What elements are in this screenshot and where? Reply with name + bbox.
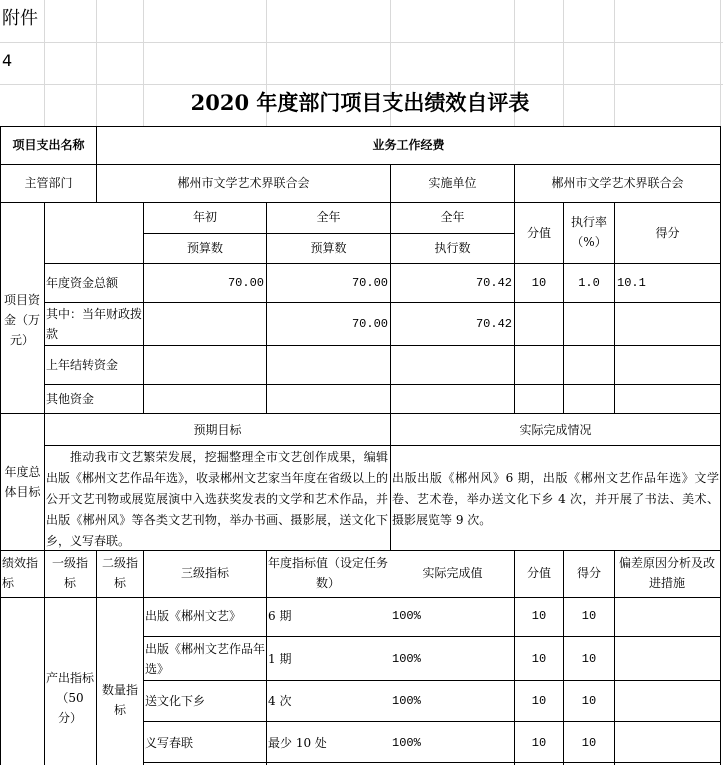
- border: [44, 445, 720, 446]
- fund-row-full: 70.00: [351, 317, 388, 331]
- fund-row-label: 其中：当年财政拨款: [46, 307, 143, 341]
- fund-row-label: 上年结转资金: [46, 358, 119, 372]
- score-header: 得分: [576, 566, 601, 580]
- level3-header: 三级指标: [180, 566, 229, 580]
- border: [720, 126, 721, 765]
- indicator-name: 出版《郴州文艺作品年选》: [145, 642, 266, 676]
- fund-row-start: 70.00: [227, 276, 264, 290]
- funds-section-label: 项目资金（万元）: [3, 293, 40, 347]
- actual-text: 出版出版《郴州风》6 期，出版《郴州文艺作品年选》文学卷、艺术卷，举办送文化下乡 4 次，并开展了书法、美术、摄影展览等 9 次。: [392, 471, 719, 527]
- border: [0, 413, 720, 414]
- indicator-weight: 10: [531, 694, 547, 708]
- level1-output-label: 产出指标（50 分）: [46, 671, 95, 725]
- border: [143, 762, 720, 763]
- col-start-top: 年初: [192, 210, 217, 224]
- project-name-value: 业务工作经费: [372, 138, 445, 152]
- indicator-target: 最少 10 处: [268, 736, 327, 750]
- border: [0, 597, 720, 598]
- indicator-target: 6 期: [268, 609, 292, 623]
- border: [143, 202, 144, 413]
- impl-value: 郴州市文学艺术界联合会: [551, 176, 684, 190]
- indicator-weight: 10: [531, 652, 547, 666]
- border: [266, 550, 267, 765]
- border: [143, 233, 514, 234]
- border: [0, 126, 720, 127]
- col-exec-top: 全年: [440, 210, 465, 224]
- border: [143, 550, 144, 765]
- impl-label: 实施单位: [428, 176, 477, 190]
- level1-header: 一级指标: [51, 556, 88, 590]
- border: [0, 202, 720, 203]
- indicator-name: 义写春联: [145, 736, 194, 750]
- border: [44, 384, 720, 385]
- fund-row-exec: 70.42: [475, 276, 512, 290]
- indicator-actual: 100%: [392, 609, 421, 623]
- project-name-label: 项目支出名称: [12, 138, 85, 152]
- target-header: 年度指标值（设定任务数）: [268, 556, 389, 590]
- attachment-number: 4: [2, 51, 13, 70]
- col-rate: 执行率（%）: [570, 215, 607, 249]
- page-title: 2020 年度部门项目支出绩效自评表: [190, 90, 530, 115]
- border: [614, 550, 615, 765]
- col-start-bottom: 预算数: [186, 241, 223, 255]
- indicator-score: 10: [581, 609, 597, 623]
- indicator-actual: 100%: [392, 694, 421, 708]
- border: [0, 126, 1, 765]
- border: [0, 164, 720, 165]
- indicator-target: 1 期: [268, 652, 292, 666]
- border: [96, 550, 97, 765]
- fund-row-score: 10.1: [617, 276, 646, 290]
- border: [44, 202, 45, 565]
- col-weight: 分值: [526, 226, 551, 240]
- col-exec-bottom: 执行数: [434, 241, 471, 255]
- indicator-name: 送文化下乡: [145, 694, 206, 708]
- dept-label: 主管部门: [24, 176, 73, 190]
- fund-row-rate: 1.0: [578, 276, 600, 290]
- dept-value: 郴州市文学艺术界联合会: [177, 176, 310, 190]
- border: [44, 263, 720, 264]
- indicator-actual: 100%: [392, 736, 421, 750]
- expected-text: 推动我市文艺繁荣发展，挖掘整理全市文艺创作成果，编辑出版《郴州文艺作品年选》，收录郴州文艺家当年度在省级以上的公开文艺刊物或展览展演中入选获奖发表的文学和艺术作品，并出版《郴州风》等各类文艺刊物，举办书画、摄影展，送文化下乡，义写春联。: [46, 450, 389, 548]
- indicator-name: 出版《郴州文艺》: [145, 609, 242, 623]
- border: [563, 202, 564, 413]
- indicator-score: 10: [581, 736, 597, 750]
- col-full-bottom: 预算数: [310, 241, 347, 255]
- goals-section-label: 年度总体目标: [4, 465, 41, 499]
- col-score: 得分: [655, 226, 680, 240]
- perf-header: 绩效指标: [2, 556, 39, 590]
- border: [266, 202, 267, 413]
- border: [143, 636, 720, 637]
- gridline: [720, 0, 721, 126]
- actual-value-header: 实际完成值: [422, 566, 483, 580]
- level2-quantity-label: 数量指标: [101, 683, 138, 717]
- expected-header: 预期目标: [193, 423, 242, 437]
- border: [44, 345, 720, 346]
- indicator-score: 10: [581, 652, 597, 666]
- fund-row-label: 年度资金总额: [46, 276, 119, 290]
- indicator-score: 10: [581, 694, 597, 708]
- indicator-weight: 10: [531, 609, 547, 623]
- border: [44, 550, 45, 765]
- border: [143, 721, 720, 722]
- fund-row-weight: 10: [531, 276, 547, 290]
- border: [44, 302, 720, 303]
- deviation-header: 偏差原因分析及改进措施: [618, 556, 715, 590]
- border: [143, 680, 720, 681]
- weight-header: 分值: [526, 566, 551, 580]
- indicator-actual: 100%: [392, 652, 421, 666]
- level2-header: 二级指标: [101, 556, 138, 590]
- fund-row-label: 其他资金: [46, 392, 95, 406]
- attachment-label: 附件: [2, 8, 38, 29]
- indicator-target: 4 次: [268, 694, 292, 708]
- fund-row-exec: 70.42: [475, 317, 512, 331]
- indicator-weight: 10: [531, 736, 547, 750]
- col-full-top: 全年: [316, 210, 341, 224]
- actual-header: 实际完成情况: [519, 423, 592, 437]
- fund-row-full: 70.00: [351, 276, 388, 290]
